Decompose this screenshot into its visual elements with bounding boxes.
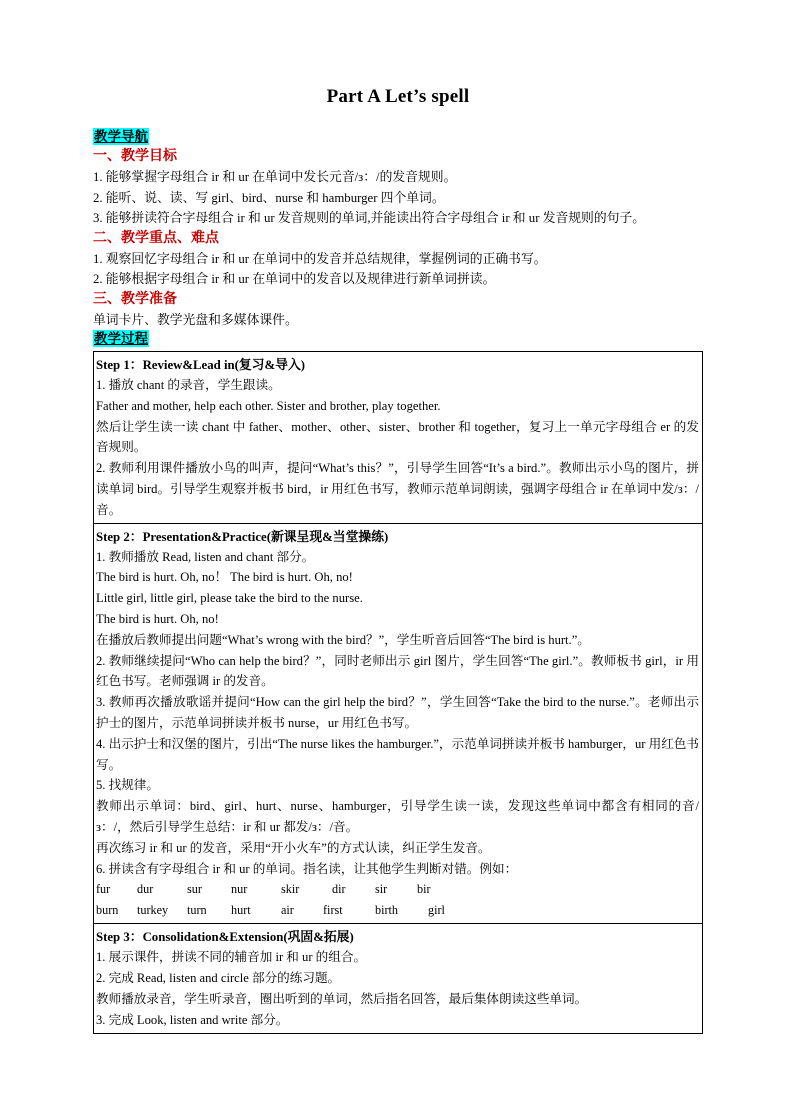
teaching-guide-label: 教学导航 [94, 129, 148, 144]
word: girl [428, 903, 445, 918]
goal-item: 1. 能够掌握字母组合 ir 和 ur 在单词中发长元音/з：/的发音规则。 [93, 170, 457, 184]
step3-line: 1. 展示课件，拼读不同的辅音加 ir 和 ur 的组合。 [96, 950, 367, 965]
word: dir [332, 882, 346, 897]
step1-cell [94, 352, 703, 524]
word: nur [231, 882, 248, 897]
word: skir [281, 882, 300, 897]
step2-line: 2. 教师继续提问“Who can help the bird？”，同时老师出示 girl 图片，学生回答“The girl.”。教师板书 girl，ir 用红色书写。老师强调 ir 的发音。 [96, 653, 699, 689]
step2-line: 再次练习 ir 和 ur 的发音，采用“开小火车”的方式认读，纠正学生发音。 [96, 840, 491, 855]
step1-row [94, 352, 703, 524]
step1-line: 1. 播放 chant 的录音，学生跟读。 [96, 378, 281, 392]
goal-item: 3. 能够拼读符合字母组合 ir 和 ur 发音规则的单词,并能读出符合字母组合 ir 和 ur 发音规则的句子。 [93, 211, 646, 225]
word: fur [96, 882, 111, 897]
word: sir [375, 882, 388, 897]
step3-row [94, 924, 703, 1033]
step2-line: 教师出示单词：bird、girl、hurt、nurse、hamburger，引导学生读一读，发现这些单词中都含有相同的音/з：/，然后引导学生总结：ir 和 ur 都发/з：/音。 [96, 799, 699, 834]
page-title: Part A Let’s spell [326, 86, 470, 107]
step3-line: 教师播放录音，学生听录音，圈出听到的单词，然后指名回答，最后集体朗读这些单词。 [96, 991, 588, 1006]
step1-line: 然后让学生读一读 chant 中 father、mother、other、sister、brother 和 together，复习上一单元字母组合 er 的发音规则。 [96, 419, 699, 455]
process-table [93, 351, 703, 1034]
key-point-item: 1. 观察回忆字母组合 ir 和 ur 在单词中的发音并总结规律，掌握例词的正确书写。 [93, 251, 547, 266]
step2-cell [94, 523, 703, 924]
teaching-process-label: 教学过程 [94, 331, 148, 346]
step2-line: 4. 出示护士和汉堡的图片，引出“The nurse likes the hamburger.”，示范单词拼读并板书 hamburger，ur 用红色书写。 [96, 736, 699, 772]
lesson-page [93, 80, 703, 1034]
step3-cell [94, 924, 703, 1033]
word: air [281, 903, 294, 918]
goal-item: 2. 能听、说、读、写 girl、bird、nurse 和 hamburger 四个单词。 [93, 190, 445, 205]
word: first [323, 903, 343, 918]
preparation-text: 单词卡片、教学光盘和多媒体课件。 [93, 312, 298, 327]
step2-line: 3. 教师再次播放歌谣并提问“How can the girl help the bird？”，学生回答“Take the bird to the nurse.”。老师出示护士的图片，示范单词拼读并板书 nurse，ur 用红色书写。 [96, 695, 699, 730]
step3-line: 2. 完成 Read, listen and circle 部分的练习题。 [96, 971, 341, 986]
preparation-heading: 三、教学准备 [93, 291, 177, 307]
word: sur [187, 882, 202, 897]
step1-heading: Step 1：Review&Lead in(复习&导入) [96, 358, 305, 372]
step1-line: 2. 教师利用课件播放小鸟的叫声，提问“What’s this？”，引导学生回答“It’s a bird.”。教师出示小鸟的图片，拼读单词 bird。引导学生观察并板书 bird，ir 用红色书写，教师示范单词朗读，强调字母组合 ir 在单词中发/з：/音。 [96, 461, 699, 517]
step3-line: 3. 完成 Look, listen and write 部分。 [96, 1012, 289, 1027]
key-point-item: 2. 能够根据字母组合 ir 和 ur 在单词中的发音以及规律进行新单词拼读。 [93, 272, 496, 286]
goals-heading: 一、教学目标 [93, 149, 177, 164]
word: burn [96, 903, 119, 918]
word: bir [417, 882, 431, 897]
word: turn [187, 903, 207, 918]
step2-line: 5. 找规律。 [96, 778, 159, 793]
step2-line: 1. 教师播放 Read, listen and chant 部分。 [96, 549, 315, 564]
word-row-2 [96, 900, 699, 921]
step2-line: The bird is hurt. Oh, no！ The bird is hurt. Oh, no! [96, 570, 353, 585]
step2-line: The bird is hurt. Oh, no! [96, 611, 219, 626]
step2-line: Little girl, little girl, please take the bird to the nurse. [96, 591, 363, 606]
step1-line: Father and mother, help each other. Sister and brother, play together. [96, 398, 441, 413]
word: dur [137, 882, 154, 897]
step2-row [94, 523, 703, 924]
word: hurt [231, 903, 251, 918]
word: birth [375, 903, 399, 918]
word: turkey [137, 903, 169, 918]
step3-heading: Step 3：Consolidation&Extension(巩固&拓展) [96, 930, 354, 945]
step2-line: 在播放后教师提出问题“What’s wrong with the bird？”，学生听音后回答“The bird is hurt.”。 [96, 632, 590, 647]
step2-line: 6. 拼读含有字母组合 ir 和 ur 的单词。指名读，让其他学生判断对错。例如： [96, 861, 518, 876]
word-row-1 [96, 879, 699, 900]
step2-heading: Step 2：Presentation&Practice(新课呈现&当堂操练) [96, 529, 389, 544]
key-points-heading: 二、教学重点、难点 [93, 230, 219, 246]
